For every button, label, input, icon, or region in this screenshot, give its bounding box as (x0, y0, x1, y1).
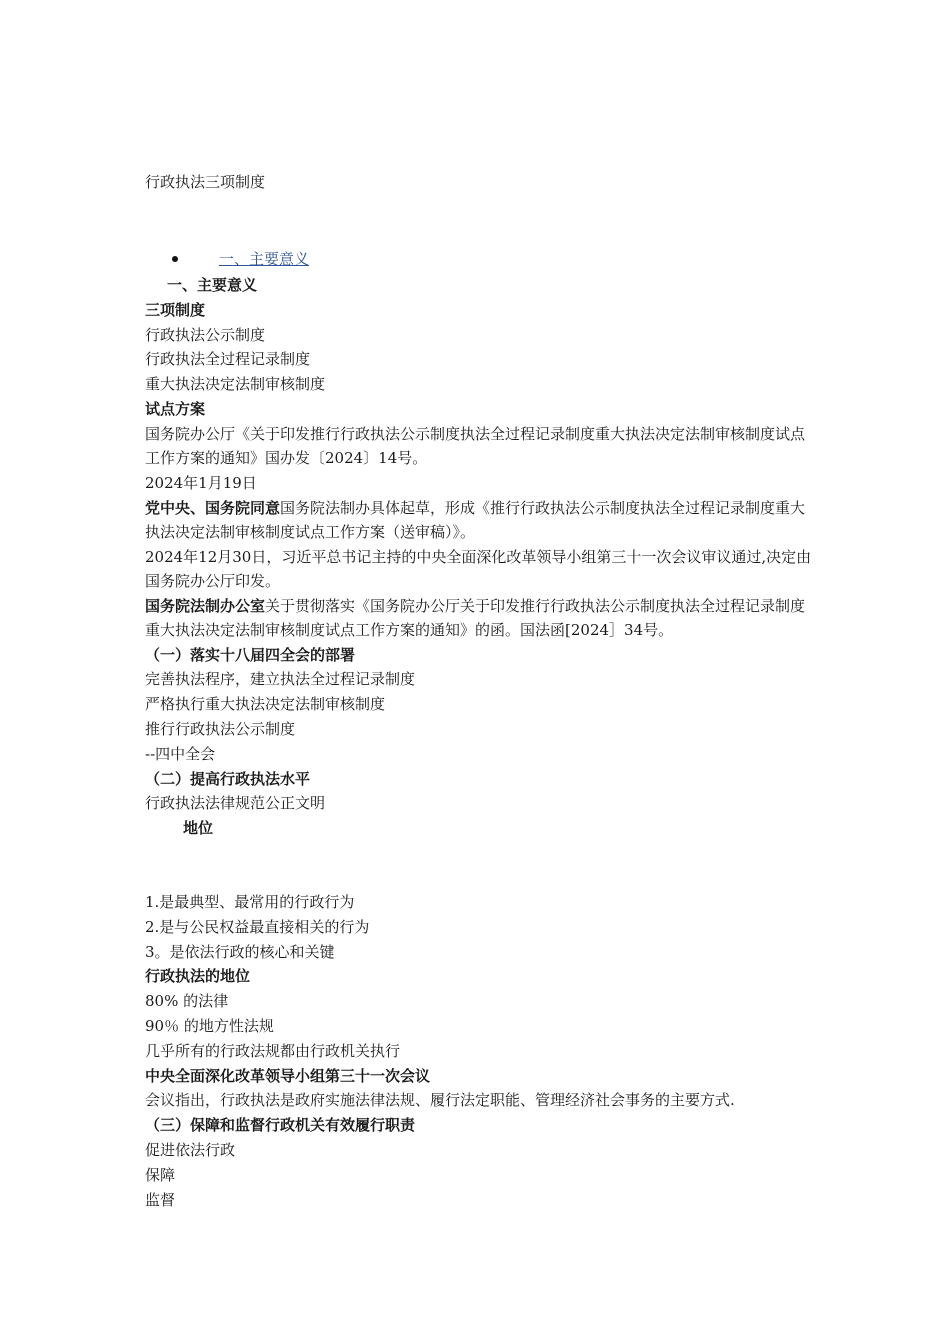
section-heading: （三）保障和监督行政机关有效履行职责 (145, 1116, 416, 1135)
list-item: 完善执法程序，建立执法全过程记录制度 (145, 670, 416, 689)
toc-item (145, 248, 825, 272)
list-item: 行政执法公示制度 (145, 325, 266, 344)
paragraph (145, 594, 817, 643)
list-item: 重大执法决定法制审核制度 (145, 375, 326, 394)
bold-lead: 国务院法制办公室 (145, 596, 266, 615)
section-heading: （一）落实十八届四全会的部署 (145, 645, 356, 664)
paragraph: 2024年12月30日，习近平总书记主持的中央全面深化改革领导小组第三十一次会议审议通过,决定由国务院办公厅印发。 (145, 547, 812, 591)
list-item: 行政执法全过程记录制度 (145, 350, 311, 369)
list-item: 90％ 的地方性法规 (145, 1016, 274, 1035)
list-item: 促进依法行政 (145, 1140, 236, 1159)
bullet-icon (172, 256, 178, 262)
paragraph: 会议指出，行政执法是政府实施法律法规、履行法定职能、管理经济社会事务的主要方式. (145, 1091, 735, 1110)
paragraph: 国务院办公厅《关于印发推行行政执法公示制度执法全过程记录制度重大执法决定法制审核制度试点工作方案的通知》国办发〔2024〕14号。 (145, 424, 806, 468)
heading-main-significance: 一、主要意义 (167, 276, 258, 294)
spacer (145, 841, 817, 890)
list-item: 保障 (145, 1165, 176, 1184)
list-item: 严格执行重大执法决定法制审核制度 (145, 695, 386, 714)
section-heading: （二）提高行政执法水平 (145, 769, 311, 788)
list-item: --四中全会 (145, 744, 216, 763)
list-item: 80% 的法律 (145, 992, 229, 1011)
list-item: 推行行政执法公示制度 (145, 719, 296, 738)
document-title: 行政执法三项制度 (145, 173, 266, 191)
toc-link-main-significance[interactable]: 一、主要意义 (219, 250, 310, 268)
list-item: 监督 (145, 1190, 176, 1209)
paragraph: 行政执法法律规范公正文明 (145, 794, 326, 813)
table-of-contents (145, 248, 825, 272)
paragraph (145, 496, 817, 545)
list-item: 2.是与公民权益最直接相关的行为 (145, 917, 370, 936)
list-item: 1.是最典型、最常用的行政行为 (145, 892, 355, 911)
paragraph-text: 国务院法制办具体起草，形成《推行行政执法公示制度执法全过程记录制度重大执法决定法制审核制度试点工作方案（送审稿）》。 (145, 498, 806, 542)
bold-lead: 党中央、国务院同意 (145, 498, 281, 517)
subheading-position: 地位 (183, 819, 214, 838)
list-item: 3。是依法行政的核心和关键 (145, 942, 335, 961)
section-heading: 行政执法的地位 (145, 967, 251, 986)
date-text: 2024年1月19日 (145, 473, 257, 492)
list-item: 几乎所有的行政法规都由行政机关执行 (145, 1041, 401, 1060)
document-body (145, 273, 817, 1212)
section-heading: 三项制度 (145, 300, 206, 319)
section-heading: 试点方案 (145, 399, 206, 418)
section-heading: 中央全面深化改革领导小组第三十一次会议 (145, 1066, 431, 1085)
paragraph-text: 关于贯彻落实《国务院办公厅关于印发推行行政执法公示制度执法全过程记录制度重大执法决定法制审核制度试点工作方案的通知》的函。国法函[2024］34号。 (145, 596, 806, 640)
